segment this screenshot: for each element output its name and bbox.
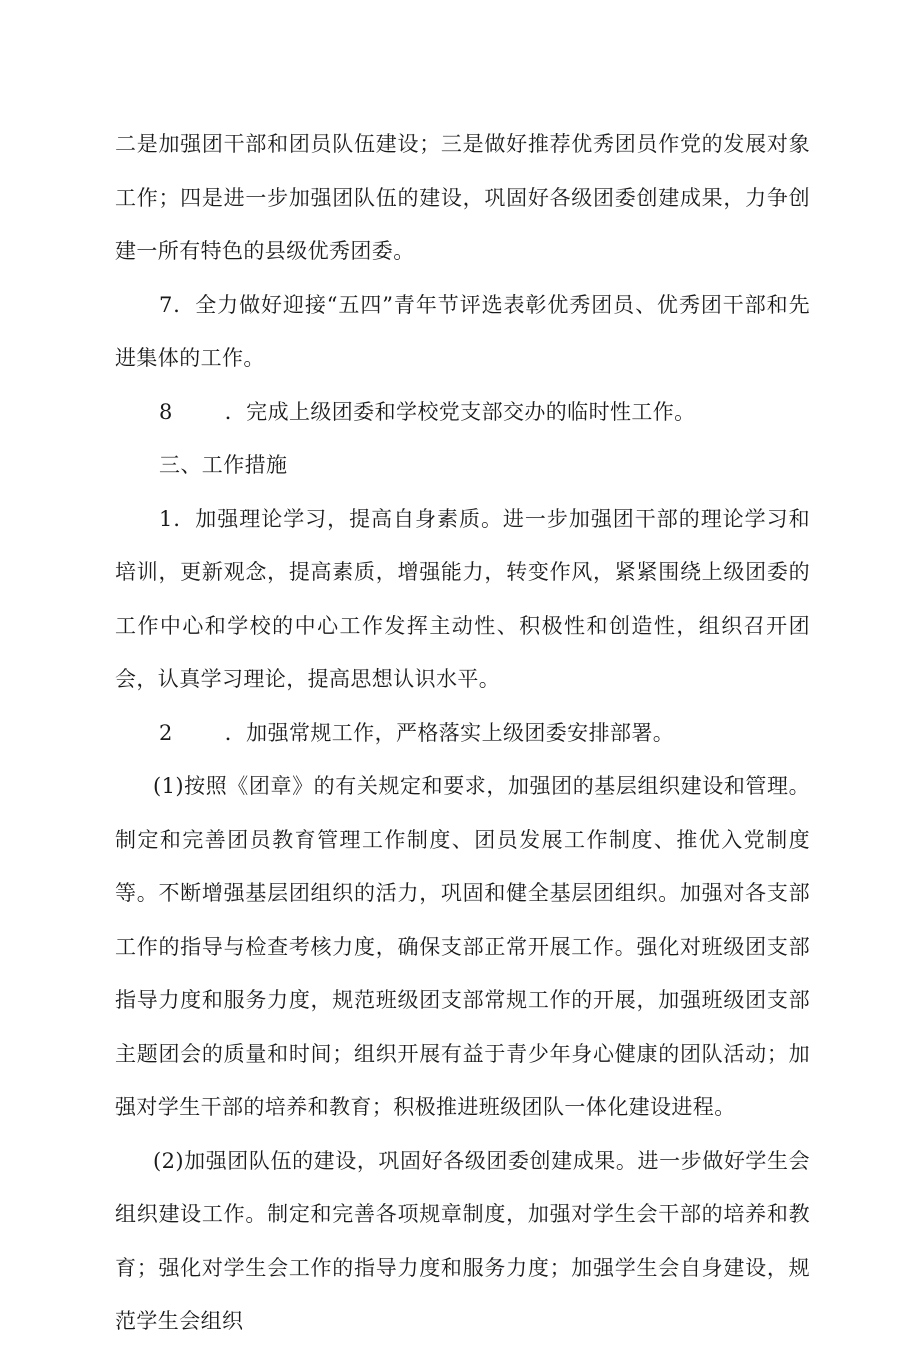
item-number: 8 [159,399,173,424]
item-text: ．加强理论学习，提高自身素质。进一步加强团干部的理论学习和培训，更新观念，提高素质，增强能力，转变作风，紧紧围绕上级团委的工作中心和学校的中心工作发挥主动性、积极性和创造性，组织召开团会，认真学习理论，提高思想认识水平。 [115,506,810,691]
item-number: 2 [159,720,173,745]
item-text: ．加强常规工作，严格落实上级团委安排部署。 [224,720,675,745]
paragraph-item-2 [115,707,810,761]
item-number: 7 [159,292,173,317]
section-heading: 三、工作措施 [159,453,288,477]
paragraph-continued: 二是加强团干部和团员队伍建设；三是做好推荐优秀团员作党的发展对象工作；四是进一步加强团队伍的建设，巩固好各级团委创建成果，力争创建一所有特色的县级优秀团委。 [115,132,810,263]
paragraph-subitem-1: (1)按照《团章》的有关规定和要求，加强团的基层组织建设和管理。制定和完善团员教育管理工作制度、团员发展工作制度、推优入党制度等。不断增强基层团组织的活力，巩固和健全基层团组织。加强对各支部工作的指导与检查考核力度，确保支部正常开展工作。强化对班级团支部指导力度和服务力度，规范班级团支部常规工作的开展，加强班级团支部主题团会的质量和时间；组织开展有益于青少年身心健康的团队活动；加强对学生干部的培养和教育；积极推进班级团队一体化建设进程。 [115,774,810,1119]
item-text: ．完成上级团委和学校党支部交办的临时性工作。 [224,399,696,424]
paragraph-item-1 [115,493,810,707]
paragraph-item-8 [115,386,810,440]
paragraph-item-7 [115,279,810,386]
item-number: 1 [159,506,173,531]
item-text: ．全力做好迎接“五四”青年节评选表彰优秀团员、优秀团干部和先进集体的工作。 [115,292,810,370]
document-body [115,118,810,1349]
paragraph-subitem-2: (2)加强团队伍的建设，巩固好各级团委创建成果。进一步做好学生会组织建设工作。制定和完善各项规章制度，加强对学生会干部的培养和教育；强化对学生会工作的指导力度和服务力度；加强学生会自身建设，规范学生会组织 [115,1148,810,1333]
